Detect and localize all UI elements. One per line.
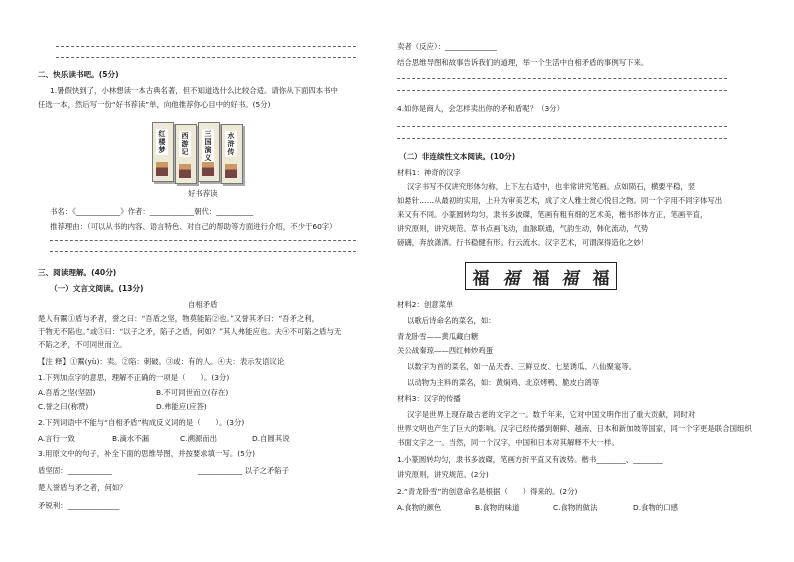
book-cover-figure <box>156 162 168 176</box>
answer-line[interactable] <box>397 138 727 139</box>
notes: 【注 释】①鬻(yù)：卖。②陷：刺破。③或：有的人。④夫：表示发语议论 <box>38 357 285 366</box>
q2-option-d[interactable]: D.食物的口感 <box>633 503 678 512</box>
m1-line-2: 如悬针……从最初的实用，上升为审美艺术，成了文人雅士赏心悦目之物。同一个字用不同字体写出 <box>397 196 723 205</box>
fu-seal-script: 福 <box>472 268 490 289</box>
m1-line-4: 讲究原则，讲究规范。草书点画飞动，血脉联通，气韵生动，韩化流动，气势 <box>397 224 649 233</box>
m3-line-1: 汉字是世界上现存最古老的文字之一。数千年来，它对中国文明作出了重大贡献，同时对 <box>407 410 696 419</box>
book-3-title: 三国演义 <box>202 129 214 163</box>
seller-line[interactable]: 卖者（反应）：______________ <box>397 42 497 51</box>
q1: 1.下列加点字的意思，理解不正确的一项是（ ）。(3分) <box>38 373 230 382</box>
book-cover-figure <box>225 164 237 178</box>
material-2-title: 材料2：创意菜单 <box>397 300 454 309</box>
q1-option-d[interactable]: D.弗能应(应答) <box>156 402 207 411</box>
book-cover-figure <box>179 164 191 178</box>
m3-line-3: 书面文字之一。当然，同一个汉字，中国和日本对其解释不大一样。 <box>397 438 619 447</box>
fu-regular: 福 <box>532 268 550 289</box>
q1-option-a[interactable]: A.吾盾之坚(坚固) <box>38 388 96 397</box>
q1-option-b[interactable]: B.不可同世而立(存在) <box>156 388 229 397</box>
q2-option-a[interactable]: A.言行一致 <box>38 434 75 443</box>
book-4-title: 水浒传 <box>225 131 237 157</box>
m1-line-1: 汉字书写不仅讲究形体匀称，上下左右适中，也非常讲究笔画。点如陨石，横要平稳，竖 <box>407 182 696 191</box>
answer-line[interactable] <box>56 46 356 47</box>
books-caption: 好书荐读 <box>188 189 218 198</box>
q2-option-c[interactable]: C.食物的做法 <box>553 503 598 512</box>
m2-line-4: 以数字为首的菜名，如一品天香、三鲜豆皮、七星诱瓜、八仙聚宴等。 <box>407 362 637 371</box>
q1-continued: 讲究原则，讲究规范。(2分) <box>397 470 489 479</box>
section-3-sub2: （二）非连续性文本阅读。(10分) <box>399 152 516 161</box>
book-cover-figure <box>202 162 214 176</box>
q3: 3.用原文中的句子，补全下面的思维导图，并按要求填一写。(5分) <box>38 449 256 458</box>
answer-line[interactable] <box>56 57 356 58</box>
passage-line-2: 于物无不陷也。”或③曰：“以子之矛，陷子之盾，何如？”其人弗能应也。夫④不可陷之盾与无 <box>38 327 342 336</box>
q2: 2.下列词语中不能与“自相矛盾”构成反义词的是（ ）。(3分) <box>38 418 245 427</box>
answer-line[interactable] <box>50 240 356 241</box>
q2: 2.“青龙卧雪”的创意命名是根据（ ）得来的。(2分) <box>397 487 578 496</box>
q3-mid[interactable]: ____________ 以子之矛陷子 <box>198 466 290 475</box>
material-3-title: 材料3：汉字的传播 <box>397 394 461 403</box>
q2-option-d[interactable]: D.自圆其说 <box>252 434 290 443</box>
answer-line[interactable] <box>397 126 727 127</box>
q3-spear[interactable]: 矛锐利：______________ <box>38 501 120 510</box>
fu-running: 福 <box>559 268 582 289</box>
book-4 <box>221 124 243 184</box>
passage-line-3: 不陷之矛，不可同世而立。 <box>38 340 127 349</box>
answer-line[interactable] <box>397 90 727 91</box>
book-2-title: 西游记 <box>179 131 191 157</box>
s2-q1-line1: 1.暑假快到了，小林想读一本古典名著，但不知道选什么比较合适。请你从下面四本书中 <box>50 86 338 95</box>
answer-line[interactable] <box>397 78 727 79</box>
calligraphy-fu-image <box>465 262 617 290</box>
book-1 <box>152 122 174 182</box>
book-3 <box>198 122 220 182</box>
fu-cursive: 福 <box>502 268 520 289</box>
q4: 4.如你是商人，会怎样卖出你的矛和盾呢？（3分） <box>397 104 564 113</box>
q3-shield[interactable]: 盾坚固：____________ <box>38 466 112 475</box>
q2-option-c[interactable]: C.溯源而出 <box>180 434 218 443</box>
left-column <box>38 0 364 562</box>
q2-option-b[interactable]: B.食物的味道 <box>475 503 520 512</box>
reason-line: 推荐理由：（可以从书的内容、语言特色、对自己的帮助等方面进行介绍，不少于60字） <box>50 222 337 231</box>
q2-option-a[interactable]: A.食物的颜色 <box>397 503 442 512</box>
material-1-title: 材料1：神奇的汉字 <box>397 168 461 177</box>
fu-clerical: 福 <box>592 268 610 289</box>
passage-title: 自相矛盾 <box>188 300 218 309</box>
q3-last: 楚人誉盾与矛之者，何如？ <box>38 483 127 492</box>
right-column <box>397 0 752 562</box>
m1-line-3: 来又有不同。小篆圆转均匀，隶书多波磔，笔画有粗有细的艺术美，楷书形体方正，笔画平直， <box>397 210 708 219</box>
q2-option-b[interactable]: B.滴水不漏 <box>112 434 149 443</box>
m1-line-5: 磅礴，奔放潇洒。行书稳健有形。行云流水。汉字艺术，可谓深得造化之妙！ <box>397 238 649 247</box>
section-3-sub1: （一）文言文阅读。(13分) <box>50 284 144 293</box>
m2-line-1: 以歌后诗命名的菜名，如： <box>407 316 496 325</box>
q3b: 结合思维导图和故事告诉我们的道理，举一个生活中自相矛盾的事例写下来。 <box>397 58 649 67</box>
passage-line-1: 楚人有鬻①盾与矛者，誉之曰：“吾盾之坚，物莫能陷②也。”又誉其矛曰：“吾矛之利， <box>38 314 320 323</box>
m2-line-5: 以动物为主料的菜名，如：黄焖鸡、北京烤鸭、脆皮白鸽等 <box>407 378 600 387</box>
q1[interactable]: 1.小篆圆转均匀，隶书多波磔，笔画方折平直又有波势。楷书________、________ <box>397 455 663 464</box>
m2-line-2: 青龙卧雪——黄瓜藏白糖 <box>397 332 479 341</box>
answer-line[interactable] <box>50 251 356 252</box>
section-3-title: 三、阅读理解。(40分) <box>38 268 117 277</box>
m3-line-2: 世界文明也产生了巨大的影响。汉字已经传播到朝鲜、越南、日本和新加坡等国家，同一个字更是联合国组织 <box>397 424 752 433</box>
form-line[interactable]: 书名：《____________》作者：____________朝代：__________ <box>50 207 254 216</box>
book-1-title: 红楼梦 <box>156 129 168 155</box>
m2-line-3: 关公战秦琼——西红柿炒鸡蛋 <box>397 346 494 355</box>
q1-option-c[interactable]: C.誉之曰(称赞) <box>38 402 89 411</box>
section-2-title: 二、快乐读书吧。(5分) <box>38 70 119 79</box>
s2-q1-line2: 任选一本，然后写一份“好书荐读”单，向他推荐你心目中的好书。(5分) <box>38 100 271 109</box>
book-2 <box>175 124 197 184</box>
